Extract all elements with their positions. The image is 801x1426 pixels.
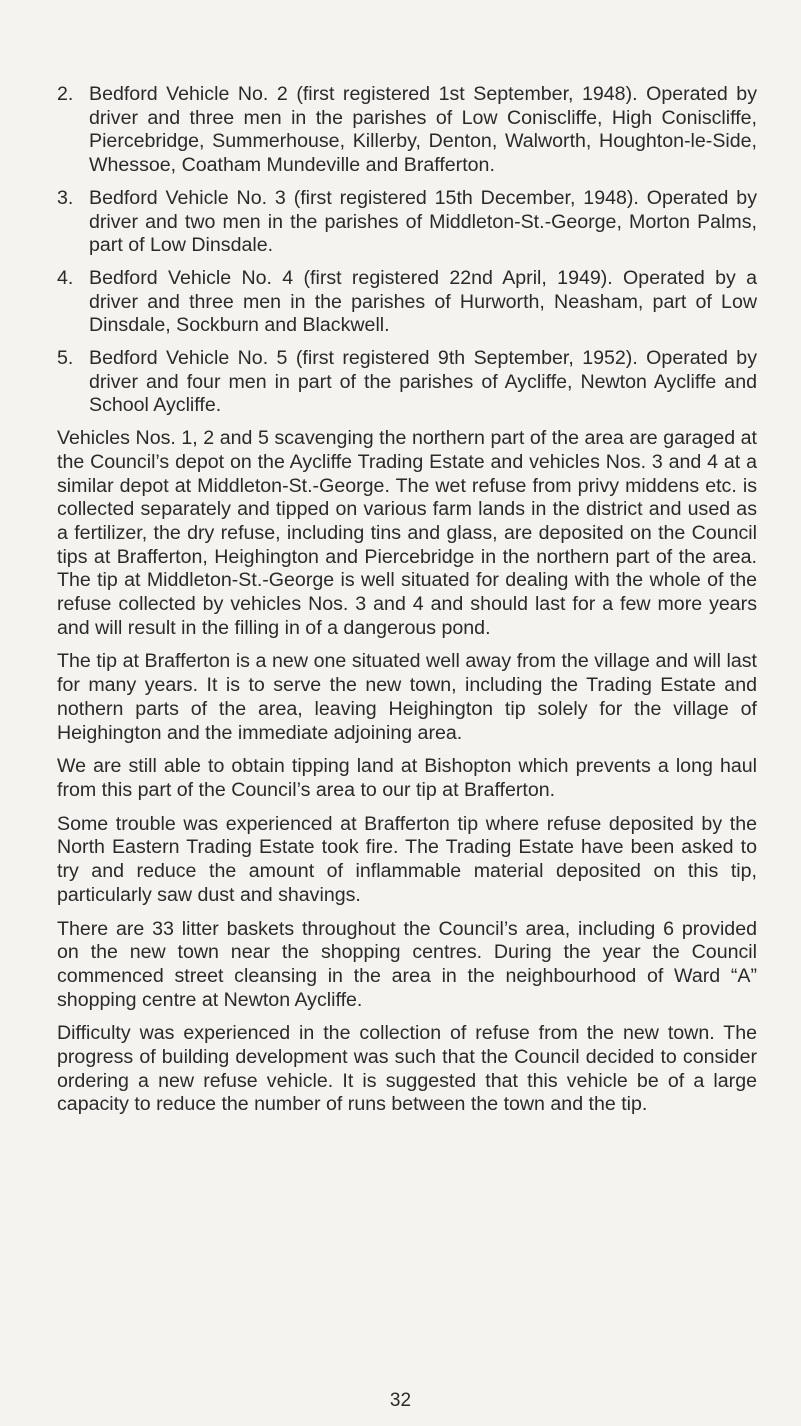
list-item-number: 2.: [57, 83, 74, 105]
list-item-vehicle-2: [57, 83, 757, 178]
paragraph-tip-fire: Some trouble was experienced at Brafferton tip where refuse deposited by the North Eastern Trading Estate took fire. The Trading Estate have been asked to try and reduce the amount of inflammable material deposited on this tip, particularly saw dust and shavings.: [57, 812, 757, 906]
paragraph-vehicle-garaging: Vehicles Nos. 1, 2 and 5 scavenging the northern part of the area are garaged at the Council’s depot on the Aycliffe Trading Estate and vehicles Nos. 3 and 4 at a similar depot at Middleton-St.-George. The wet refuse from privy middens etc. is collected separately and tipped on various farm lands in the district and used as a fertilizer, the dry refuse, including tins and glass, are deposited on the Council tips at Brafferton, Heighington and Piercebridge in the northern part of the area. The tip at Middleton-St.-George is well situated for dealing with the whole of the refuse collected by vehicles Nos. 3 and 4 and should last for a few more years and will result in the filling in of a dangerous pond.: [57, 427, 757, 639]
list-item-number: 3.: [57, 186, 74, 209]
paragraph-refuse-collection: Difficulty was experienced in the collection of refuse from the new town. The progress of building development was such that the Council decided to consider ordering a new refuse vehicle. It is suggested that this vehicle be of a large capacity to reduce the number of runs between the town and the tip.: [57, 1022, 757, 1116]
list-item-number: 4.: [57, 266, 74, 289]
paragraph-brafferton-tip: The tip at Brafferton is a new one situated well away from the village and will last for many years. It is to serve the new town, including the Trading Estate and nothern parts of the area, leaving Heighington tip solely for the village of Heighington and the immediate adjoining area.: [57, 650, 757, 744]
vehicle-list: [57, 83, 757, 418]
list-item-text: Bedford Vehicle No. 2 (first registered 1st September, 1948). Operated by driver and three men in the parishes of Low Coniscliffe, High Coniscliffe, Piercebridge, Summerhouse, Killerby, Denton, Walworth, Houghton-le-Side, Whessoe, Coatham Mundeville and Brafferton.: [89, 83, 757, 177]
page-number: 32: [389, 1390, 412, 1411]
list-item-vehicle-5: [57, 347, 757, 418]
list-item-number: 5.: [57, 347, 74, 370]
paragraph-litter-baskets: There are 33 litter baskets throughout the Council’s area, including 6 provided on the new town near the shopping centres. During the year the Council commenced street cleansing in the area in the neighbourhood of Ward “A” shopping centre at Newton Aycliffe.: [57, 917, 757, 1011]
list-item-text: Bedford Vehicle No. 3 (first registered 15th December, 1948). Operated by driver and two men in the parishes of Middleton-St.-George, Morton Palms, part of Low Dinsdale.: [89, 186, 757, 257]
list-item-vehicle-3: [57, 187, 757, 258]
list-item-text: Bedford Vehicle No. 5 (first registered 9th September, 1952). Operated by driver and four men in part of the parishes of Aycliffe, Newton Aycliffe and School Aycliffe.: [89, 347, 757, 417]
paragraph-bishopton-land: We are still able to obtain tipping land at Bishopton which prevents a long haul from this part of the Council’s area to our tip at Brafferton.: [57, 755, 757, 801]
list-item-text: Bedford Vehicle No. 4 (first registered 22nd April, 1949). Operated by a driver and three men in the parishes of Hurworth, Neasham, part of Low Dinsdale, Sockburn and Blackwell.: [89, 266, 757, 337]
list-item-vehicle-4: [57, 267, 757, 338]
